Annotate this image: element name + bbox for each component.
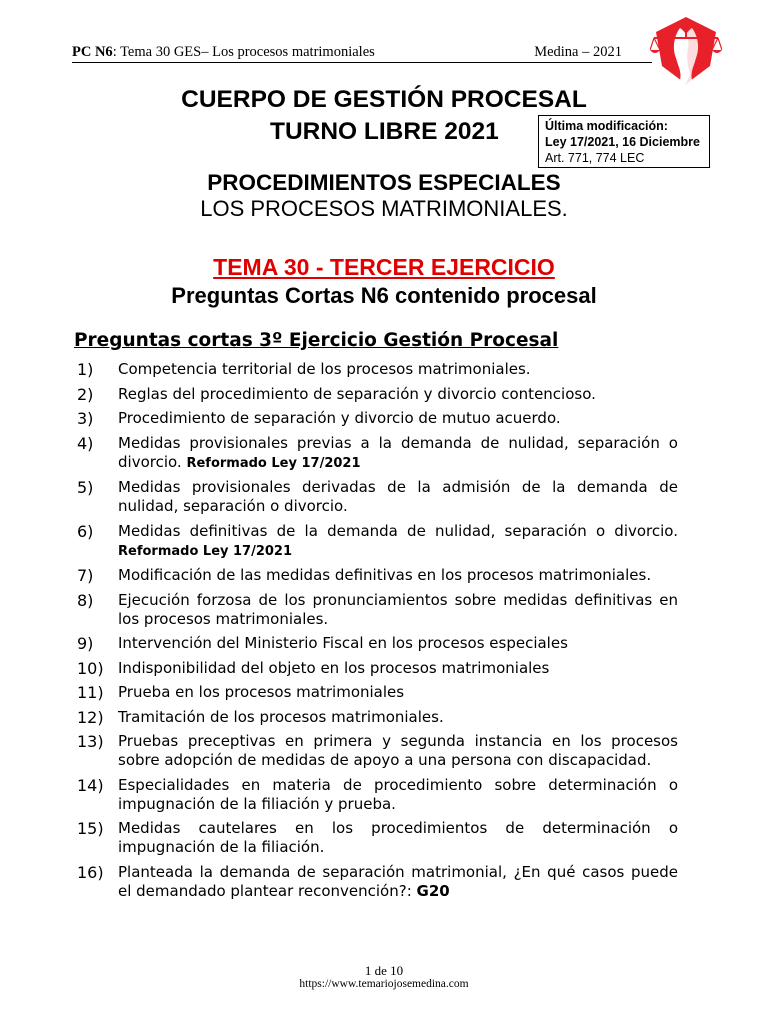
question-text: [118, 409, 678, 428]
list-item: [74, 634, 678, 653]
question-text-body: Medidas cautelares en los procedimientos de determinación o impugnación de la filiación.: [118, 819, 678, 856]
question-number: 15): [77, 819, 104, 838]
question-text-body: Intervención del Ministerio Fiscal en los procesos especiales: [118, 634, 568, 652]
list-item: [74, 659, 678, 678]
question-number: 4): [77, 433, 94, 453]
list-item: [74, 591, 678, 629]
question-text: [118, 776, 678, 814]
question-number: 14): [77, 775, 104, 795]
list-item: [74, 409, 678, 428]
question-number: 10): [77, 658, 104, 678]
title-turno: TURNO LIBRE 2021: [270, 118, 499, 145]
header-left: [72, 44, 375, 61]
question-text-body: Tramitación de los procesos matrimoniales.: [118, 707, 444, 726]
question-text: [118, 863, 678, 901]
question-text: [118, 385, 678, 404]
list-item: [74, 566, 678, 585]
justice-scales-logo-icon: [650, 14, 722, 86]
question-text: [118, 522, 678, 561]
question-number: 16): [77, 862, 104, 882]
modification-law: Ley 17/2021, 16 Diciembre: [545, 135, 700, 149]
question-text-body: Modificación de las medidas definitivas en los procesos matrimoniales.: [118, 566, 652, 584]
question-text-body: Reglas del procedimiento de separación y divorcio contencioso.: [118, 384, 596, 403]
reform-tag: Reformado Ley 17/2021: [186, 455, 361, 471]
question-number: 12): [77, 707, 104, 727]
question-text: [118, 819, 678, 857]
list-item: [74, 819, 678, 857]
title-preguntas: Preguntas Cortas N6 contenido procesal: [171, 283, 597, 308]
list-item: [74, 708, 678, 727]
question-number: 7): [77, 566, 94, 585]
header-course: PC N6: [72, 44, 113, 60]
question-number: 1): [77, 360, 94, 379]
topic-code-tag: G20: [416, 881, 450, 900]
list-item: [74, 385, 678, 404]
questions-list: [74, 360, 678, 906]
list-item: [74, 683, 678, 702]
question-text-body: Competencia territorial de los procesos matrimoniales.: [118, 360, 531, 378]
question-text: [118, 683, 678, 702]
question-text-body: Medidas provisionales derivadas de la admisión de la demanda de nulidad, separación o divorcio.: [118, 478, 678, 515]
question-text-body: Especialidades en materia de procedimiento sobre determinación o impugnación de la filiación y prueba.: [118, 775, 678, 813]
section-heading: Preguntas cortas 3º Ejercicio Gestión Procesal: [74, 330, 559, 351]
question-text-body: Medidas provisionales previas a la demanda de nulidad, separación o divorcio.: [118, 433, 678, 471]
header-author-year: Medina – 2021: [534, 44, 622, 60]
question-text-body: Procedimiento de separación y divorcio de mutuo acuerdo.: [118, 409, 561, 427]
title-procedimientos: PROCEDIMIENTOS ESPECIALES: [207, 170, 561, 195]
question-number: 8): [77, 590, 94, 610]
list-item: [74, 522, 678, 561]
list-item: [74, 776, 678, 814]
question-number: 5): [77, 478, 94, 497]
modification-articles: Art. 771, 774 LEC: [545, 151, 645, 165]
question-number: 13): [77, 732, 104, 751]
page-header: [72, 44, 652, 63]
question-number: 6): [77, 521, 94, 541]
list-item: [74, 863, 678, 901]
question-number: 11): [77, 683, 104, 702]
question-text: [118, 634, 678, 653]
question-number: 9): [77, 634, 94, 653]
modification-label: Última modificación:: [545, 119, 668, 133]
question-text-body: Planteada la demanda de separación matrimonial, ¿En qué casos puede el demandado plantear reconvención?:: [118, 862, 678, 900]
list-item: [74, 478, 678, 516]
title-procesos: LOS PROCESOS MATRIMONIALES.: [200, 196, 568, 221]
question-text: [118, 434, 678, 473]
list-item: [74, 434, 678, 473]
question-text: [118, 708, 678, 727]
question-text: [118, 360, 678, 379]
question-text: [118, 732, 678, 770]
footer-url-link[interactable]: https://www.temariojosemedina.com: [299, 978, 469, 990]
question-text-body: Indisponibilidad del objeto en los procesos matrimoniales: [118, 658, 550, 677]
list-item: [74, 360, 678, 379]
question-text: [118, 659, 678, 678]
list-item: [74, 732, 678, 770]
question-text-body: Pruebas preceptivas en primera y segunda instancia en los procesos sobre adopción de medidas de apoyo a una persona con discapacidad.: [118, 732, 678, 769]
question-number: 2): [77, 384, 94, 404]
question-text: [118, 566, 678, 585]
last-modification-box: [538, 115, 710, 168]
question-text-body: Medidas definitivas de la demanda de nulidad, separación o divorcio.: [118, 521, 678, 540]
title-tema: TEMA 30 - TERCER EJERCICIO: [213, 254, 555, 280]
reform-tag: Reformado Ley 17/2021: [118, 543, 293, 559]
title-cuerpo: CUERPO DE GESTIÓN PROCESAL: [181, 86, 587, 113]
header-topic: : Tema 30 GES– Los procesos matrimoniales: [112, 44, 375, 60]
question-text: [118, 591, 678, 629]
question-text-body: Prueba en los procesos matrimoniales: [118, 683, 405, 701]
question-text: [118, 478, 678, 516]
page-number: 1 de 10: [364, 963, 404, 978]
question-number: 3): [77, 409, 94, 428]
question-text-body: Ejecución forzosa de los pronunciamientos sobre medidas definitivas en los procesos matrimoniales.: [118, 590, 678, 628]
